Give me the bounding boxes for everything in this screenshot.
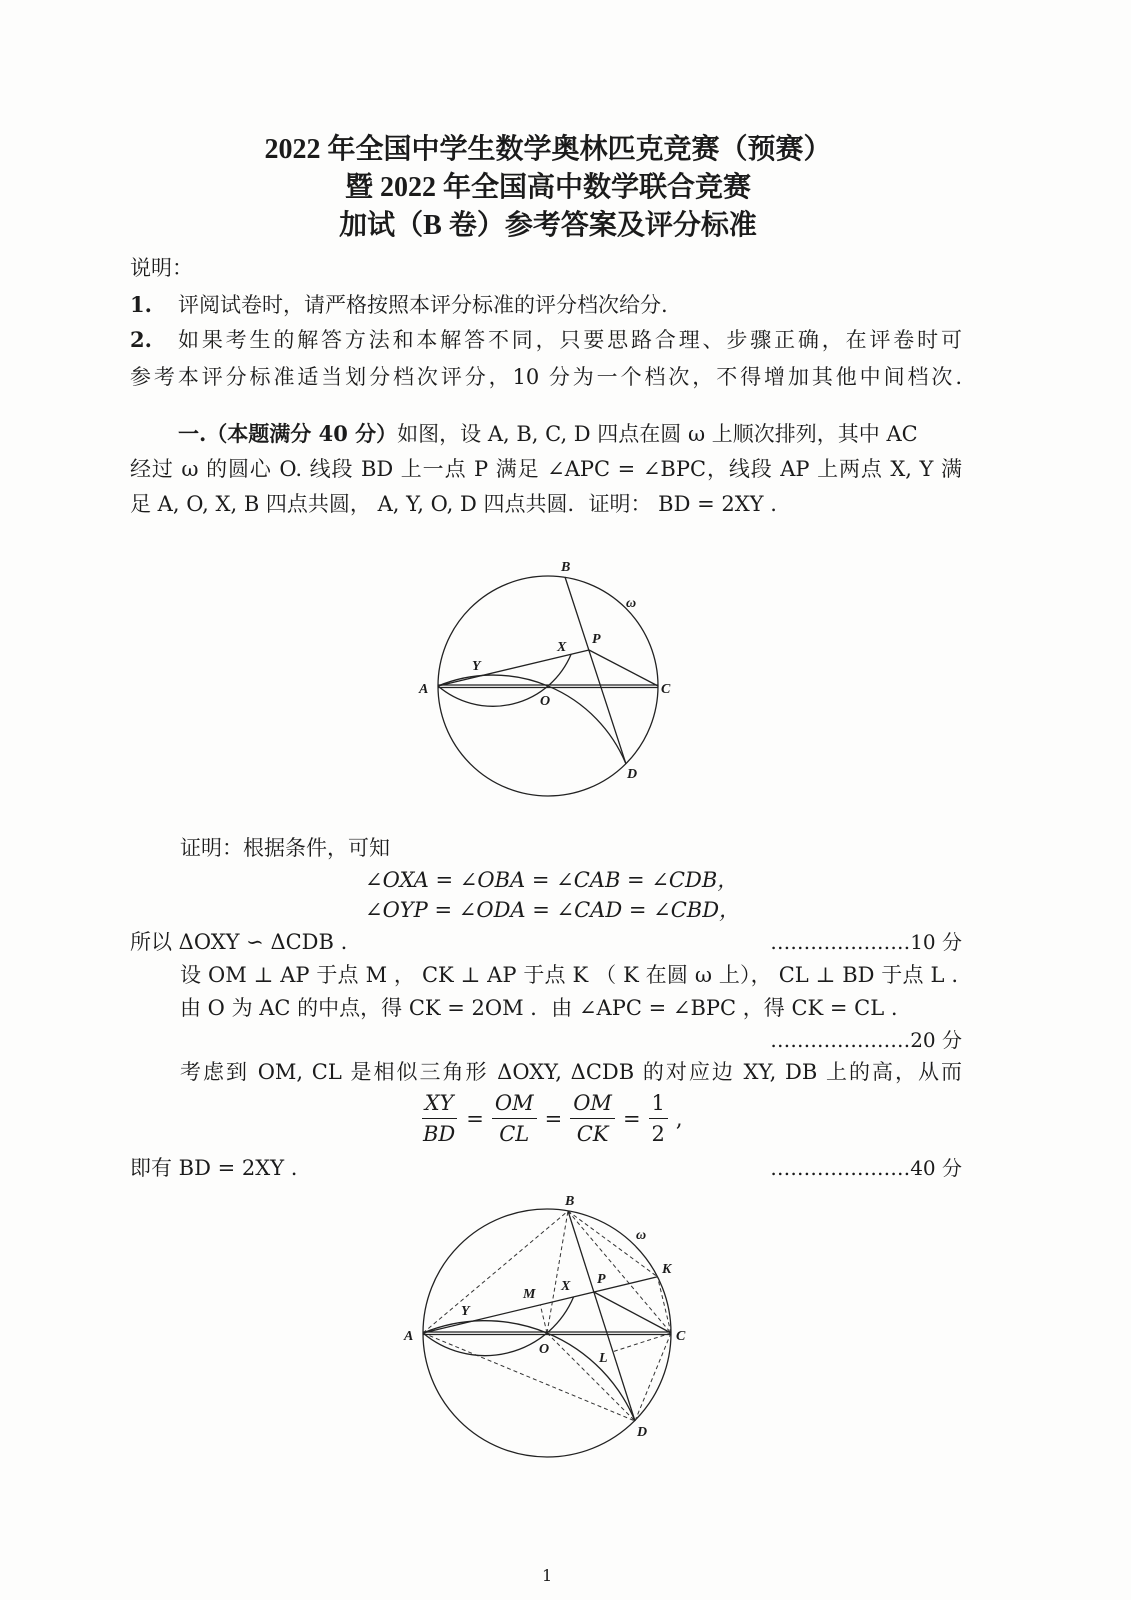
ratio-equation bbox=[420, 1090, 683, 1147]
note-2-line-1: 如果考生的解答方法和本解答不同，只要思路合理、步骤正确，在评卷时可 bbox=[178, 328, 962, 352]
fraction-xy-bd bbox=[420, 1090, 458, 1147]
problem-text-1: 如图，设 A, B, C, D 四点在圆 ω 上顺次排列，其中 AC bbox=[397, 422, 918, 446]
dashed-ad bbox=[423, 1333, 635, 1421]
segment-ak bbox=[423, 1277, 658, 1333]
label-x: X bbox=[561, 1279, 571, 1294]
label-o: O bbox=[540, 694, 551, 709]
label-l: L bbox=[599, 1351, 608, 1366]
title-line-3: 加试（B 卷）参考答案及评分标准 bbox=[339, 210, 757, 241]
problem-label: 一.（本题满分 40 分） bbox=[178, 421, 398, 446]
proof-conclusion: 即有 BD = 2XY . bbox=[130, 1156, 298, 1180]
segment-ap bbox=[438, 650, 589, 686]
fraction-one-half bbox=[649, 1090, 668, 1147]
label-c: C bbox=[676, 1329, 686, 1344]
arc-aoxb-circle bbox=[423, 1297, 574, 1356]
note-2-line-2: 参考本评分标准适当划分档次评分，10 分为一个档次，不得增加其他中间档次. bbox=[130, 365, 962, 389]
denominator: BD bbox=[423, 1122, 456, 1146]
label-m: M bbox=[523, 1287, 536, 1302]
equals-sign: = bbox=[544, 1106, 563, 1131]
label-o: O bbox=[539, 1342, 550, 1357]
denominator: 2 bbox=[651, 1122, 665, 1146]
notes-heading: 说明： bbox=[130, 256, 193, 280]
proof-midpoint: 由 O 为 AC 的中点，得 CK = 2OM ．由 ∠APC = ∠BPC ，得 CK = CL . bbox=[180, 996, 898, 1020]
denominator: CL bbox=[499, 1122, 530, 1146]
label-c: C bbox=[661, 682, 671, 697]
label-x: X bbox=[557, 640, 567, 655]
score-20: …………………20 分 bbox=[770, 1028, 962, 1052]
arc-ayod-circle bbox=[423, 1321, 635, 1421]
proof-equation-2: ∠OYP = ∠ODA = ∠CAD = ∠CBD， bbox=[365, 898, 741, 922]
score-10: …………………10 分 bbox=[770, 930, 962, 954]
dashed-cd bbox=[635, 1333, 671, 1421]
proof-construction: 设 OM ⊥ AP 于点 M ， CK ⊥ AP 于点 K （ K 在圆 ω 上）， CL ⊥ BD 于点 L . bbox=[180, 963, 958, 987]
label-y: Y bbox=[461, 1304, 470, 1319]
fraction-om-ck bbox=[570, 1090, 615, 1147]
label-b: B bbox=[565, 1194, 575, 1209]
dashed-cl bbox=[613, 1333, 671, 1352]
label-d: D bbox=[627, 767, 638, 782]
dashed-bk bbox=[568, 1211, 658, 1277]
dashed-ob bbox=[547, 1211, 568, 1333]
label-omega: ω bbox=[626, 596, 637, 611]
proof-heights: 考虑到 OM, CL 是相似三角形 ΔOXY, ΔCDB 的对应边 XY, DB 上的高，从而 bbox=[180, 1060, 962, 1084]
dashed-ab bbox=[423, 1211, 568, 1333]
problem-line-2: 经过 ω 的圆心 O. 线段 BD 上一点 P 满足 ∠APC = ∠BPC，线段 AP 上两点 X, Y 满 bbox=[130, 457, 962, 481]
numerator: OM bbox=[570, 1090, 615, 1119]
note-1-number: 1. bbox=[130, 292, 152, 317]
equals-sign: = bbox=[466, 1106, 484, 1131]
problem-line-1 bbox=[178, 419, 962, 449]
label-y: Y bbox=[472, 659, 481, 674]
arc-ayod-circle bbox=[438, 675, 626, 764]
label-a: A bbox=[404, 1329, 414, 1344]
segment-bd bbox=[565, 577, 626, 764]
equals-sign: = bbox=[622, 1106, 641, 1131]
label-p: P bbox=[592, 632, 601, 647]
note-2-number: 2. bbox=[130, 327, 152, 352]
figure-2-diagram bbox=[395, 1190, 705, 1470]
numerator: OM bbox=[492, 1090, 537, 1119]
label-k: K bbox=[662, 1262, 672, 1277]
label-p: P bbox=[597, 1272, 606, 1287]
title-line-1: 2022 年全国中学生数学奥林匹克竞赛（预赛） bbox=[264, 134, 832, 165]
label-d: D bbox=[637, 1425, 648, 1440]
fraction-om-cl bbox=[492, 1090, 537, 1147]
denominator: CK bbox=[576, 1122, 609, 1146]
proof-intro: 证明：根据条件，可知 bbox=[180, 836, 390, 860]
problem-line-3: 足 A, O, X, B 四点共圆， A, Y, O, D 四点共圆．证明： BD = 2XY . bbox=[130, 492, 777, 516]
dashed-od bbox=[547, 1333, 635, 1421]
label-a: A bbox=[419, 682, 429, 697]
score-40: …………………40 分 bbox=[770, 1156, 962, 1180]
note-1-text: 评阅试卷时，请严格按照本评分标准的评分档次给分. bbox=[178, 293, 668, 317]
label-omega: ω bbox=[636, 1228, 647, 1243]
numerator: XY bbox=[422, 1090, 457, 1119]
arc-aoxb-circle bbox=[438, 654, 571, 706]
figure-1-diagram bbox=[400, 550, 700, 800]
dashed-om bbox=[540, 1305, 547, 1333]
segment-bd bbox=[568, 1211, 635, 1421]
numerator: 1 bbox=[649, 1090, 668, 1119]
proof-similarity: 所以 ΔOXY ∽ ΔCDB . bbox=[130, 930, 348, 954]
title-line-2: 暨 2022 年全国高中数学联合竞赛 bbox=[344, 172, 751, 203]
page-number: 1 bbox=[542, 1566, 553, 1585]
ratio-tail: , bbox=[675, 1106, 683, 1131]
label-b: B bbox=[561, 560, 571, 575]
proof-equation-1: ∠OXA = ∠OBA = ∠CAB = ∠CDB， bbox=[365, 868, 739, 892]
